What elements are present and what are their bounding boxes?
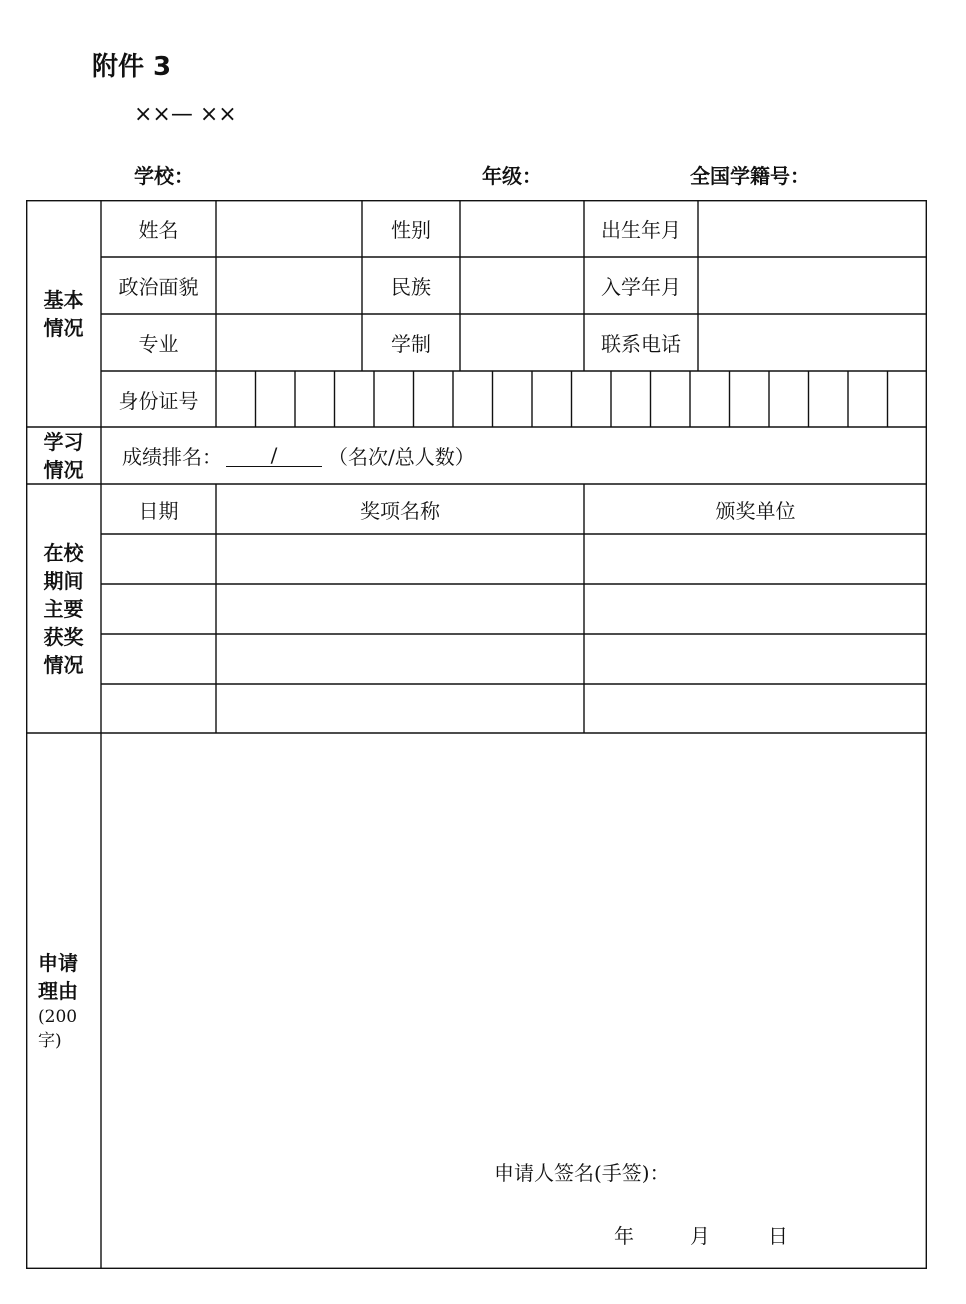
label-birth: 出生年月 [601,218,681,242]
reason-word-limit: (200 字) [38,1007,78,1051]
section-awards: 在校 期间 主要 获奖 情况 [43,540,84,677]
award-header-date: 日期 [138,498,179,523]
section-study: 学习 情况 [43,429,84,482]
application-form [26,200,927,1269]
rank-row [122,427,475,483]
signature-year: 年 [614,1224,634,1248]
field-name[interactable] [216,200,362,257]
field-major[interactable] [216,314,362,371]
label-political: 政治面貌 [118,275,199,299]
field-gender[interactable] [460,200,584,257]
field-phone[interactable] [698,314,927,371]
grade-label: 年级： [482,164,542,188]
signature-day: 日 [768,1224,788,1248]
school-label: 学校： [134,164,194,188]
field-enroll[interactable] [698,257,927,314]
label-ethnicity: 民族 [391,275,431,299]
label-phone: 联系电话 [601,332,681,356]
rank-hint: （名次/总人数） [328,444,475,469]
attachment-title: 附件 3 [92,52,172,82]
section-basic-info: 基本 情况 [43,287,84,340]
label-duration: 学制 [391,332,431,356]
section-reason: 申请 理由 (200 字) [38,951,78,1051]
rank-input[interactable]: / [226,444,322,467]
signature-label: 申请人签名(手签)： [494,1161,670,1185]
rank-label: 成绩排名： [122,444,222,469]
label-enroll: 入学年月 [601,275,681,299]
student-id-label: 全国学籍号： [690,164,810,188]
award-header-name: 奖项名称 [360,498,440,523]
reason-textarea[interactable] [102,734,926,1268]
field-political[interactable] [216,257,362,314]
field-duration[interactable] [460,314,584,371]
field-ethnicity[interactable] [460,257,584,314]
signature-month: 月 [690,1224,710,1248]
field-birth[interactable] [698,200,927,257]
label-name: 姓名 [138,218,179,242]
label-major: 专业 [138,332,179,356]
label-gender: 性别 [391,218,431,242]
label-id-number: 身份证号 [118,388,199,413]
award-header-issuer: 颁奖单位 [715,498,796,523]
form-subtitle: ××— ×× [134,102,237,127]
